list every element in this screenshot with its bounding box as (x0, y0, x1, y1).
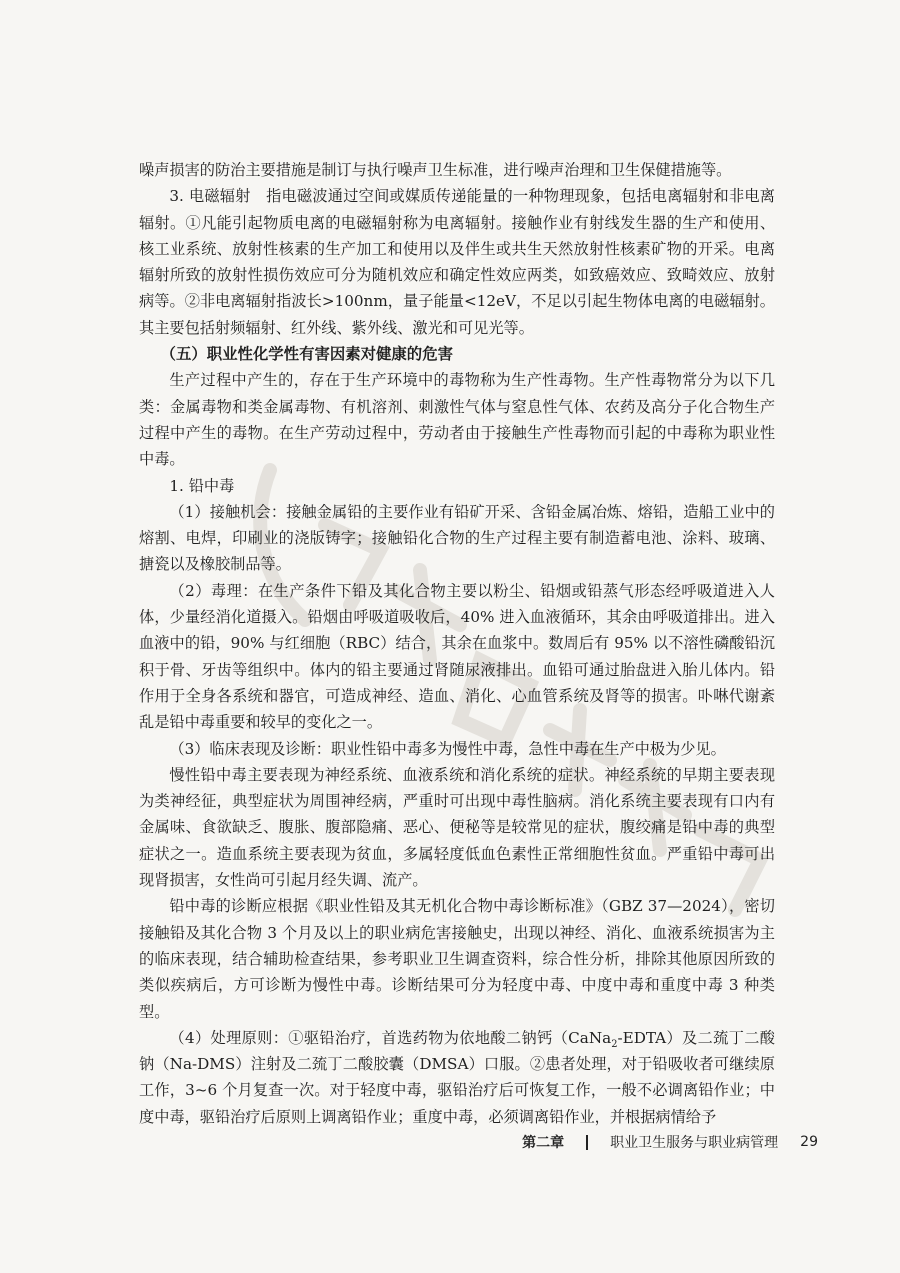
paragraph-clinical-diagnosis: （3）临床表现及诊断：职业性铅中毒多为慢性中毒，急性中毒在生产中极为少见。 (169, 739, 726, 758)
footer-divider (586, 1135, 588, 1150)
paragraph-noise-prevention: 噪声损害的防治主要措施是制订与执行噪声卫生标准，进行噪声治理和卫生保健措施等。 (139, 161, 732, 179)
footer-title: 职业卫生服务与职业病管理 (610, 1135, 779, 1151)
page-footer (522, 1132, 818, 1152)
paragraph-diagnosis-standard: 铅中毒的诊断应根据《职业性铅及其无机化合物中毒诊断标准》（GBZ 37—2024），密切接触铅及其化合物 3 个月及以上的职业病危害接触史，出现以神经、消化、血液系统损害为主的临床表现，结合辅助检查结果，参考职业卫生调查资料，综合性分析，排除其他原因所致的类似疾病后，方可诊断为慢性中毒。诊断结果可分为轻度中毒、中度中毒和重度中毒 3 种类型。 (139, 897, 775, 1021)
treatment-subscript: 2 (611, 1038, 618, 1050)
paragraph-electromagnetic-radiation: 3. 电磁辐射 指电磁波通过空间或媒质传递能量的一种物理现象，包括电离辐射和非电离辐射。①凡能引起物质电离的电磁辐射称为电离辐射。接触作业有射线发生器的生产和使用、核工业系统、放射性核素的生产加工和使用以及伴生或共生天然放射性核素矿物的开采。电离辐射所致的放射性损伤效应可分为随机效应和确定性效应两类，如致癌效应、致畸效应、放射病等。②非电离辐射指波长>100nm，量子能量<12eV，不足以引起生物体电离的电磁辐射。其主要包括射频辐射、红外线、紫外线、激光和可见光等。 (139, 187, 775, 337)
section-heading-chemical-hazards: （五）职业性化学性有害因素对健康的危害 (160, 345, 453, 364)
subheading-lead-poisoning: 1. 铅中毒 (169, 476, 235, 495)
treatment-text-part-1: （4）处理原则：①驱铅治疗，首选药物为依地酸二钠钙（CaNa (169, 1028, 612, 1047)
treatment-text-part-2: -EDTA）及二巯丁二酸钠（Na-DMS）注射及二巯丁二酸胶囊（DMSA）口服。②患者处理，对于铅吸收者可继续原工作，3~6 个月复查一次。对于轻度中毒，驱铅治疗后可恢复工作，一般不必调离铅作业；中度中毒，驱铅治疗后原则上调离铅作业；重度中毒，必须调离铅作业，并根据病情给予 (139, 1028, 775, 1126)
paragraph-toxicology: （2）毒理：在生产条件下铅及其化合物主要以粉尘、铅烟或铅蒸气形态经呼吸道进入人体，少量经消化道摄入。铅烟由呼吸道吸收后，40% 进入血液循环，其余由呼吸道排出。进入血液中的铅，90% 与红细胞（RBC）结合，其余在血浆中。数周后有 95% 以不溶性磷酸铅沉积于骨、牙齿等组织中。体内的铅主要通过肾随尿液排出。血铅可通过胎盘进入胎儿体内。铅作用于全身各系统和器官，可造成神经、造血、消化、心血管系统及肾等的损害。卟啉代谢紊乱是铅中毒重要和较早的变化之一。 (139, 581, 775, 732)
paragraph-treatment-principles (139, 1025, 775, 1130)
body-text (139, 157, 775, 1130)
paragraph-production-toxicants: 生产过程中产生的，存在于生产环境中的毒物称为生产性毒物。生产性毒物常分为以下几类：金属毒物和类金属毒物、有机溶剂、刺激性气体与窒息性气体、农药及高分子化合物生产过程中产生的毒物。在生产劳动过程中，劳动者由于接触生产性毒物而引起的中毒称为职业性中毒。 (139, 371, 775, 469)
footer-chapter: 第二章 (522, 1135, 565, 1151)
paragraph-chronic-symptoms: 慢性铅中毒主要表现为神经系统、血液系统和消化系统的症状。神经系统的早期主要表现为类神经征，典型症状为周围神经病，严重时可出现中毒性脑病。消化系统主要表现有口内有金属味、食欲缺乏、腹胀、腹部隐痛、恶心、便秘等是较常见的症状，腹绞痛是铅中毒的典型症状之一。造血系统主要表现为贫血，多属轻度低血色素性正常细胞性贫血。严重铅中毒可出现肾损害，女性尚可引起月经失调、流产。 (139, 765, 775, 890)
paragraph-exposure-opportunities: （1）接触机会：接触金属铅的主要作业有铅矿开采、含铅金属冶炼、熔铅，造船工业中的熔割、电焊，印刷业的浇版铸字；接触铅化合物的生产过程主要有制造蓄电池、涂料、玻璃、搪瓷以及橡胶制品等。 (139, 502, 775, 574)
footer-page-number: 29 (800, 1134, 818, 1150)
